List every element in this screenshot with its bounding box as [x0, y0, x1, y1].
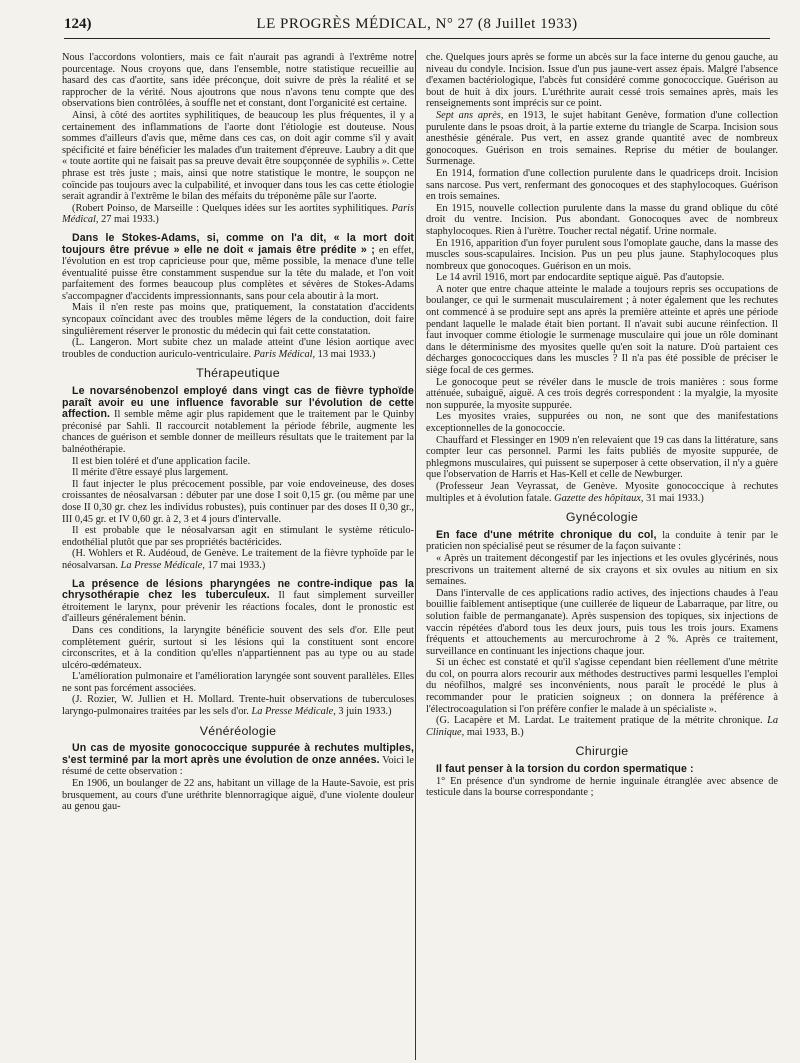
- citation-date: 31 mai 1933.): [646, 492, 704, 504]
- citation-date: 27 mai 1933.): [101, 214, 159, 226]
- article-lead: Un cas de myosite gonococcique suppurée à rechutes multiples, s'est terminé par la mort après une évolution de onze années.: [62, 742, 414, 766]
- article-paragraph: [62, 743, 414, 778]
- journal-title: LE PROGRÈS MÉDICAL, N° 27 (8 Juillet 1933): [256, 16, 578, 32]
- paragraph: A noter que entre chaque atteinte le malade a toujours repris ses occupations de boulanger, ce qui le surmenait musculairement ; à noter également que les rechutes ont commencé à se produire sept ans après la première atteinte et après une période pendant laquelle le malade était bien portant. Il n'avait subi aucune réinfection. Il faut invoquer comme étiologie le surmenage musculaire qui joue un rôle dominant dans le déterminisme des myosites quelle qu'en soit la nature. D'où partaient ces décharges gonococciques dans les muscles ? Il n'a pas été possible de préciser le siège focal de ces germes.: [426, 283, 778, 377]
- paragraph-text: en 1913, le sujet habitant Genève, formation d'une collection purulente dans le psoas droit, à la partie externe du triangle de Scarpa. Incision sous anesthésie générale. Pus vert, en assez grande quantité avec de nombreux gonocoques. Guérison en trois semaines. Reprise du métier de boulanger. Surmenage.: [426, 109, 779, 168]
- section-heading-chirurgie: Chirurgie: [575, 744, 629, 759]
- article-lead: Il faut penser à la torsion du cordon spermatique :: [436, 763, 694, 776]
- paragraph: L'amélioration pulmonaire et l'amélioration laryngée sont souvent parallèles. Elles ne sont pas forcément associées.: [62, 671, 414, 694]
- paragraph: En 1914, formation d'une collection purulente dans le quadriceps droit. Incision sans narcose. Pus vert, renfermant des gonocoques et des staphylocoques. Guérison en trois semaines.: [426, 167, 778, 203]
- article-text: en effet, l'évolution en est trop capricieuse pour que, même possible, la menace d'une telle éventualité puisse être constamment suspendue sur la tête du malade, et l'on voit parfaitement des formes beaucoup plus complètes et sévères de Stokes-Adams s'accompagner d'accidents impressionnants, sans pour cela aboutir à la mort.: [62, 244, 414, 302]
- page-number: 124): [64, 16, 92, 32]
- article-paragraph: [426, 764, 778, 776]
- citation-text: (Robert Poinso, de Marseille : Quelques idées sur les aortites syphilitiques.: [72, 202, 389, 214]
- citation-source: La Clinique,: [426, 715, 779, 738]
- article-text: Voici le résumé de cette observation :: [62, 754, 414, 778]
- paragraph: Il mérite d'être essayé plus largement.: [72, 467, 229, 479]
- right-column: [426, 52, 778, 799]
- citation-source: Gazette des hôpitaux,: [554, 492, 644, 504]
- paragraph: En 1916, apparition d'un foyer purulent sous l'omoplate gauche, dans la masse des muscles sous-scapulaires. Incision. Pus un peu plus jaune. Staphylocoques plus nombreux que gonocoques. Guérison en un mois.: [426, 237, 778, 272]
- paragraph-lead: Sept ans après,: [436, 109, 504, 121]
- paragraph: Il faut injecter le plus précocement possible, par voie endoveineuse, des doses croissantes de néosalvarsan : débuter par une dose I soit 0,15 gr. (ou même par une dose II 0,30 gr. chez les individus robustes), puis continuer par des doses II 0,30 gr., III 0,45 gr. et IV 0,60 gr. à 2, 3 et 4 jours d'intervalle.: [62, 478, 414, 525]
- citation-text: (L. Langeron. Mort subite chez un malade atteint d'une lésion aortique avec troubles de conduction auriculo-ventriculaire.: [62, 337, 414, 360]
- citation-source: Paris Médical,: [253, 348, 316, 360]
- citation: [62, 548, 414, 571]
- citation-date: 13 mai 1933.): [317, 348, 376, 360]
- paragraph: Mais il n'en reste pas moins que, pratiquement, la constatation d'accidents syncopaux coïncidant avec des troubles même légers de la conduction, doit faire singulièrement réserver le pronostic du médecin qui fait cette constatation.: [62, 302, 414, 337]
- citation: [62, 203, 414, 226]
- section-heading-gynecologie: Gynécologie: [565, 510, 639, 525]
- citation: [62, 694, 414, 717]
- article-paragraph: [62, 233, 414, 303]
- paragraph: Le gonocoque peut se révéler dans le muscle de trois manières : sous forme atténuée, subaiguë, aiguë. A ces trois degrés correspondent : la myalgie, la myosite non suppurée, la myosite suppurée.: [426, 376, 778, 411]
- paragraph: Si un échec est constaté et qu'il s'agisse cependant bien réellement d'une métrite du col, on pourra alors recourir aux méthodes destructives parmi lesquelles l'emploi du néofilhos, malgré ses inconvénients, nous paraît le procédé le plus à recommander pour le praticien soigneux ; on donnera la préférence à l'électrocoagulation si l'on préfère confier le malade à un spécialiste ».: [426, 657, 778, 715]
- column-divider: [415, 50, 416, 1060]
- paragraph: Chauffard et Flessinger en 1909 n'en relevaient que 19 cas dans la littérature, sans compter leur cas personnel. Parmi les faits publiés de myosite suppurée, de phlegmons musculaires, qui puissent se superposer à cette observation, il n'y a guère que l'observation de Harris et Has-Kell et celle de Newburger.: [426, 434, 778, 481]
- article-lead: Le novarsénobenzol employé dans vingt cas de fièvre typhoïde paraît avoir eu une influence favorable sur l'évolution de cette affection.: [62, 385, 414, 421]
- paragraph: Ainsi, à côté des aortites syphilitiques, de beaucoup les plus fréquentes, il y a certainement des inflammations de l'aorte dont l'étiologie est douteuse. Nous sommes d'ailleurs d'avis que, même dans ces cas, on doit agir comme s'il y avait spécificité et faire bénéficier les malades d'un traitement d'épreuve. Laubry a dit que « toute aortite qui ne faisait pas sa preuve devait être soupçonnée de syphilis ». Cette phrase est très juste ; mais, ainsi que notre statistique le montre, le soupçon ne coïncide pas toujours avec la culpabilité, et invoquer dans tous les cas cette étiologie serait agrandir à l'extrême le bilan des méfaits du tréponème pâle sur l'aorte.: [62, 109, 414, 203]
- citation: [426, 481, 778, 504]
- citation: [62, 337, 414, 360]
- left-column: [62, 52, 414, 813]
- paragraph: Nous l'accordons volontiers, mais ce fait n'aurait pas agrandi à l'extrême notre pourcentage. Nous croyons que, dans l'ensemble, notre statistique recueillie au hasard des cas d'aortite, sans idée préconçue, doit suivre de près la réalité et se rapprocher de la vérité. Nous ajoutrons que nous n'avons tenu compte que des observations bien contrôlées, à souffle net et constant, dont l'organicité est certaine.: [62, 52, 414, 110]
- paragraph: Il est probable que le néosalvarsan agit en stimulant le système réticulo-endothélial plutôt que par ses propriétés bactéricides.: [62, 525, 414, 548]
- paragraph: En 1915, nouvelle collection purulente dans la masse du grand oblique du côté droit du ventre. Incision. Pus abondant. Gonocoques avec de nombreux staphylocoques. Rien à l'urètre. Toucher rectal négatif. Urine normale.: [426, 202, 778, 237]
- paragraph: Le 14 avril 1916, mort par endocardite septique aiguë. Pas d'autopsie.: [436, 272, 725, 284]
- citation-date: 3 juin 1933.): [338, 706, 392, 718]
- citation-source: La Presse Médicale,: [120, 559, 205, 571]
- article-lead: En face d'une métrite chronique du col,: [436, 528, 657, 541]
- paragraph: En 1906, un boulanger de 22 ans, habitant un village de la Haute-Savoie, est pris brusquement, au cours d'une uréthrite blennorragique aiguë, d'une violente douleur au genou gau-: [62, 778, 414, 813]
- paragraph: Les myosites vraies, suppurées ou non, ne sont que des manifestations exceptionnelles de la gonococcie.: [426, 411, 778, 434]
- section-heading-therapeutique: Thérapeutique: [196, 366, 280, 381]
- paragraph: [426, 110, 778, 168]
- paragraph: « Après un traitement décongestif par les injections et les ovules glycérinés, nous prescrivons un traitement alterné de six crayons et six ovules au nitium en six semaines.: [426, 552, 778, 588]
- section-heading-venereologie: Vénéréologie: [199, 723, 277, 738]
- article-text: la conduite à tenir par le praticien non spécialisé peut se résumer de la façon suivante :: [426, 529, 778, 553]
- paragraph: Il est bien toléré et d'une application facile.: [72, 455, 251, 467]
- article-text: Il semble même agir plus rapidement que le traitement par le Quinby préconisé par Sahli. Il raccourcit notablement la période fébrile, augmente les chances de guérison et semble donner de meilleurs résultats que le traitement par la balnéothérapie.: [62, 409, 414, 455]
- paragraph: Dans l'intervalle de ces applications radio actives, des injections chaudes à l'eau bouillie faiblement antiseptique (une cuillerée de liqueur de Labarraque, par litre, ou solution faible de permanganate). Après suspension des topiques, six injections de vaccin répétées d'abord tous les deux jours, puis tous les trois jours. Examens fréquents et attouchements au mercurochrome à 2 %. Après ce traitement, surveillance en continuant les injections chaque jour.: [426, 587, 778, 657]
- article-lead: La présence de lésions pharyngées ne contre-indique pas la chrysothérapie chez les tuberculeux.: [62, 577, 414, 602]
- citation-source: La Presse Médicale,: [251, 706, 336, 718]
- citation-date: mai 1933, B.): [466, 726, 524, 738]
- article-paragraph: [426, 530, 778, 553]
- citation-text: (Professeur Jean Veyrassat, de Genève. Myosite gonococcique à rechutes multiples et à évolution fatale.: [426, 480, 778, 504]
- article-paragraph: [62, 579, 414, 625]
- paragraph: 1° En présence d'un syndrome de hernie inguinale étranglée avec absence de testicule dans la bourse correspondante ;: [426, 775, 778, 799]
- paragraph: Dans ces conditions, la laryngite bénéficie souvent des sels d'or. Elle peut complètement guérir, surtout si les lésions qui la constituent sont encore circonscrites, et à la condition qu'elles n'appartiennent pas au type ou au stade ulcéro-œdémateux.: [62, 624, 414, 671]
- citation-text: (H. Wohlers et R. Audéoud, de Genève. Le traitement de la fièvre typhoïde par le néosalvarsan.: [62, 548, 414, 571]
- citation-text: (G. Lacapère et M. Lardat. Le traitement pratique de la métrite chronique.: [436, 715, 763, 727]
- article-paragraph: [62, 386, 414, 456]
- page-header: [64, 16, 770, 39]
- citation-date: 17 mai 1933.): [207, 559, 266, 571]
- paragraph: che. Quelques jours après se forme un abcès sur la face interne du genou gauche, au niveau du condyle. Incision. Issue d'un pus jaune-vert assez épais. Malgré l'absence d'examen bactériologique, l'abcès fut considéré comme gonococcique. Guérison au bout de huit à dix jours. L'uréthrite aurait cessé trois semaines après, mais les renseignements sont imprécis sur ce point.: [426, 52, 778, 110]
- citation-source: Paris Médical,: [62, 202, 414, 226]
- article-text: Il faut simplement surveiller étroitement le larynx, pour prévenir les réactions focales, dont le pronostic est d'ailleurs généralement bénin.: [62, 590, 414, 625]
- citation-text: (J. Rozier, W. Jullien et H. Mollard. Trente-huit observations de tuberculoses laryngo-pulmonaires traitées par les sels d'or.: [62, 694, 414, 718]
- citation: [426, 715, 778, 738]
- article-lead: Dans le Stokes-Adams, si, comme on l'a dit, « la mort doit toujours être prévue » elle ne doit « jamais être prédite » ;: [62, 231, 414, 256]
